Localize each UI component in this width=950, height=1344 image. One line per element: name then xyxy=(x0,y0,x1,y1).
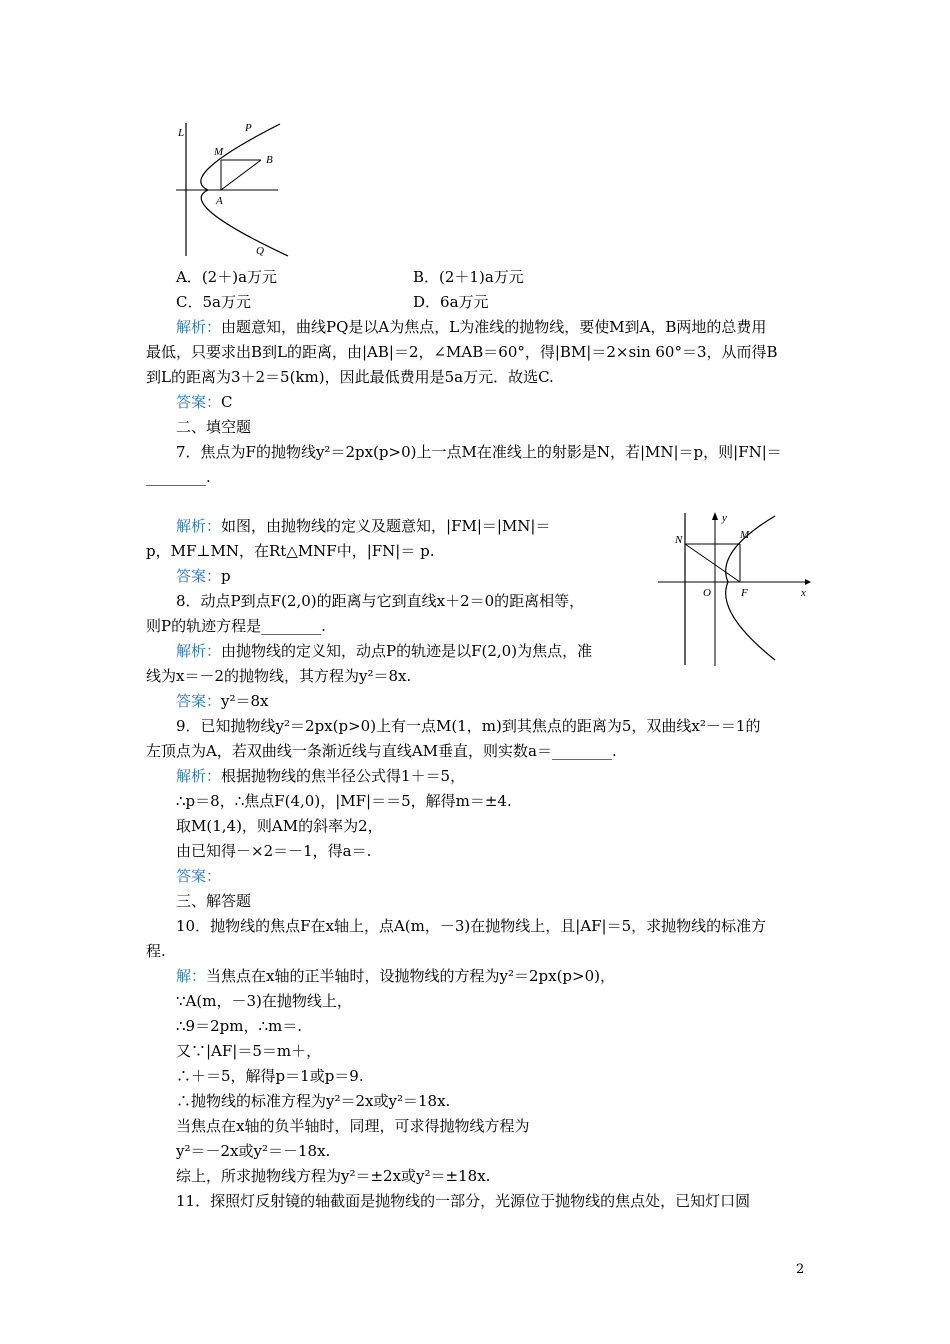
solution-text: 当焦点在x轴的正半轴时，设抛物线的方程为y²＝2px(p>0)， xyxy=(206,967,615,985)
option-c: C．5a万元 xyxy=(176,293,251,311)
solution-q10-line4: 又∵|AF|＝5＝m＋， xyxy=(176,1042,322,1060)
fig1-label-M: M xyxy=(214,146,224,158)
answer-q7 xyxy=(176,566,231,586)
question-7: 7．焦点为F的抛物线y²＝2px(p>0)上一点M在准线上的射影是N，若|MN|＝p，则|FN|＝ xyxy=(176,443,782,461)
analysis-q9-line1 xyxy=(176,766,465,786)
analysis-text: 如图，由抛物线的定义及题意知，|FM|＝|MN|＝ xyxy=(221,517,551,535)
solution-q10-line5: ∴＋＝5，解得p＝1或p＝9. xyxy=(176,1067,364,1085)
analysis-q7-line2: p，MF⊥MN，在Rt△MNF中，|FN|＝ p. xyxy=(146,542,435,560)
solution-q10-line8: y²＝－2x或y²＝－18x. xyxy=(176,1142,331,1160)
answer-value: p xyxy=(221,567,231,585)
analysis-text: 根据抛物线的焦半径公式得1＋＝5， xyxy=(221,767,466,785)
solution-label: 解： xyxy=(176,967,207,985)
solution-q10-line6: ∴抛物线的标准方程为y²＝2x或y²＝18x. xyxy=(176,1092,451,1110)
answer-value: y²＝8x xyxy=(221,692,269,710)
fig2-label-x: x xyxy=(801,587,806,599)
answer-value: C xyxy=(221,393,233,411)
question-10-line1: 10．抛物线的焦点F在x轴上，点A(m，－3)在抛物线上，且|AF|＝5，求抛物线的标准方 xyxy=(176,917,767,935)
answer-label: 答案： xyxy=(176,567,222,585)
analysis-q8-line1 xyxy=(176,641,592,661)
analysis-text: 由抛物线的定义知，动点P的轨迹是以F(2,0)为焦点，准 xyxy=(221,642,593,660)
analysis-q9-line4: 由已知得－×2＝－1，得a＝. xyxy=(176,842,372,860)
answer-label: 答案： xyxy=(176,692,222,710)
section-fill-in: 二、填空题 xyxy=(176,418,252,436)
question-10-line2: 程. xyxy=(146,942,166,960)
fig2-label-F: F xyxy=(741,587,748,599)
solution-q10-line1 xyxy=(176,966,615,986)
figure-parabola-2 xyxy=(655,508,815,668)
fig1-label-L: L xyxy=(178,127,185,139)
analysis-label: 解析： xyxy=(176,318,222,336)
fig1-label-B: B xyxy=(266,154,273,166)
solution-q10-line2: ∵A(m，－3)在抛物线上， xyxy=(176,992,352,1010)
option-d: D．6a万元 xyxy=(413,293,489,311)
section-solve: 三、解答题 xyxy=(176,892,252,910)
question-8-line1: 8．动点P到点F(2,0)的距离与它到直线x＋2＝0的距离相等， xyxy=(176,592,585,610)
solution-q10-line3: ∴9＝2pm，∴m＝. xyxy=(176,1017,302,1035)
fig2-label-y: y xyxy=(722,512,727,524)
answer-label: 答案： xyxy=(176,393,222,411)
answer-q9: 答案： xyxy=(176,867,222,885)
option-b: B．(2＋1)a万元 xyxy=(413,268,524,286)
fig2-label-M: M xyxy=(740,529,750,541)
analysis-q6-line1 xyxy=(176,317,766,337)
question-9-line1: 9．已知抛物线y²＝2px(p>0)上有一点M(1，m)到其焦点的距离为5，双曲线x²－＝1的 xyxy=(176,717,761,735)
analysis-q6-line2: 最低，只要求出B到L的距离，由|AB|＝2，∠MAB＝60°，得|BM|＝2×sin 60°＝3，从而得B xyxy=(146,343,778,361)
fig1-label-P: P xyxy=(245,122,252,134)
fig2-label-O: O xyxy=(703,587,711,599)
fig1-label-A: A xyxy=(216,195,223,207)
solution-q10-line9: 综上，所求抛物线方程为y²＝±2x或y²＝±18x. xyxy=(176,1167,491,1185)
fig1-label-Q: Q xyxy=(256,245,264,257)
analysis-label: 解析： xyxy=(176,767,222,785)
question-8-line2: 则P的轨迹方程是________. xyxy=(146,617,326,635)
page-number: 2 xyxy=(796,1262,805,1277)
question-9-line2: 左顶点为A，若双曲线一条渐近线与直线AM垂直，则实数a＝________. xyxy=(146,742,617,760)
option-a: A．(2＋)a万元 xyxy=(176,268,278,286)
analysis-q7-line1 xyxy=(176,516,550,536)
solution-q10-line7: 当焦点在x轴的负半轴时，同理，可求得抛物线方程为 xyxy=(176,1117,530,1135)
fig2-label-N: N xyxy=(675,534,683,546)
analysis-q8-line2: 线为x＝－2的抛物线，其方程为y²＝8x. xyxy=(146,667,412,685)
analysis-label: 解析： xyxy=(176,517,222,535)
question-11-line1: 11．探照灯反射镜的轴截面是抛物线的一部分，光源位于抛物线的焦点处，已知灯口圆 xyxy=(176,1192,751,1210)
analysis-q9-line2: ∴p＝8，∴焦点F(4,0)，|MF|＝＝5，解得m＝±4. xyxy=(176,792,512,810)
analysis-text: 由题意知，曲线PQ是以A为焦点，L为准线的抛物线，要使M到A，B两地的总费用 xyxy=(221,318,767,336)
analysis-q6-line3: 到L的距离为3＋2＝5(km)，因此最低费用是5a万元．故选C. xyxy=(146,368,554,386)
question-7-blank: ________. xyxy=(146,468,211,486)
answer-q8 xyxy=(176,691,269,711)
figure-parabola-1 xyxy=(170,118,290,263)
analysis-label: 解析： xyxy=(176,642,222,660)
analysis-q9-line3: 取M(1,4)，则AM的斜率为2， xyxy=(176,817,383,835)
answer-q6 xyxy=(176,392,233,412)
